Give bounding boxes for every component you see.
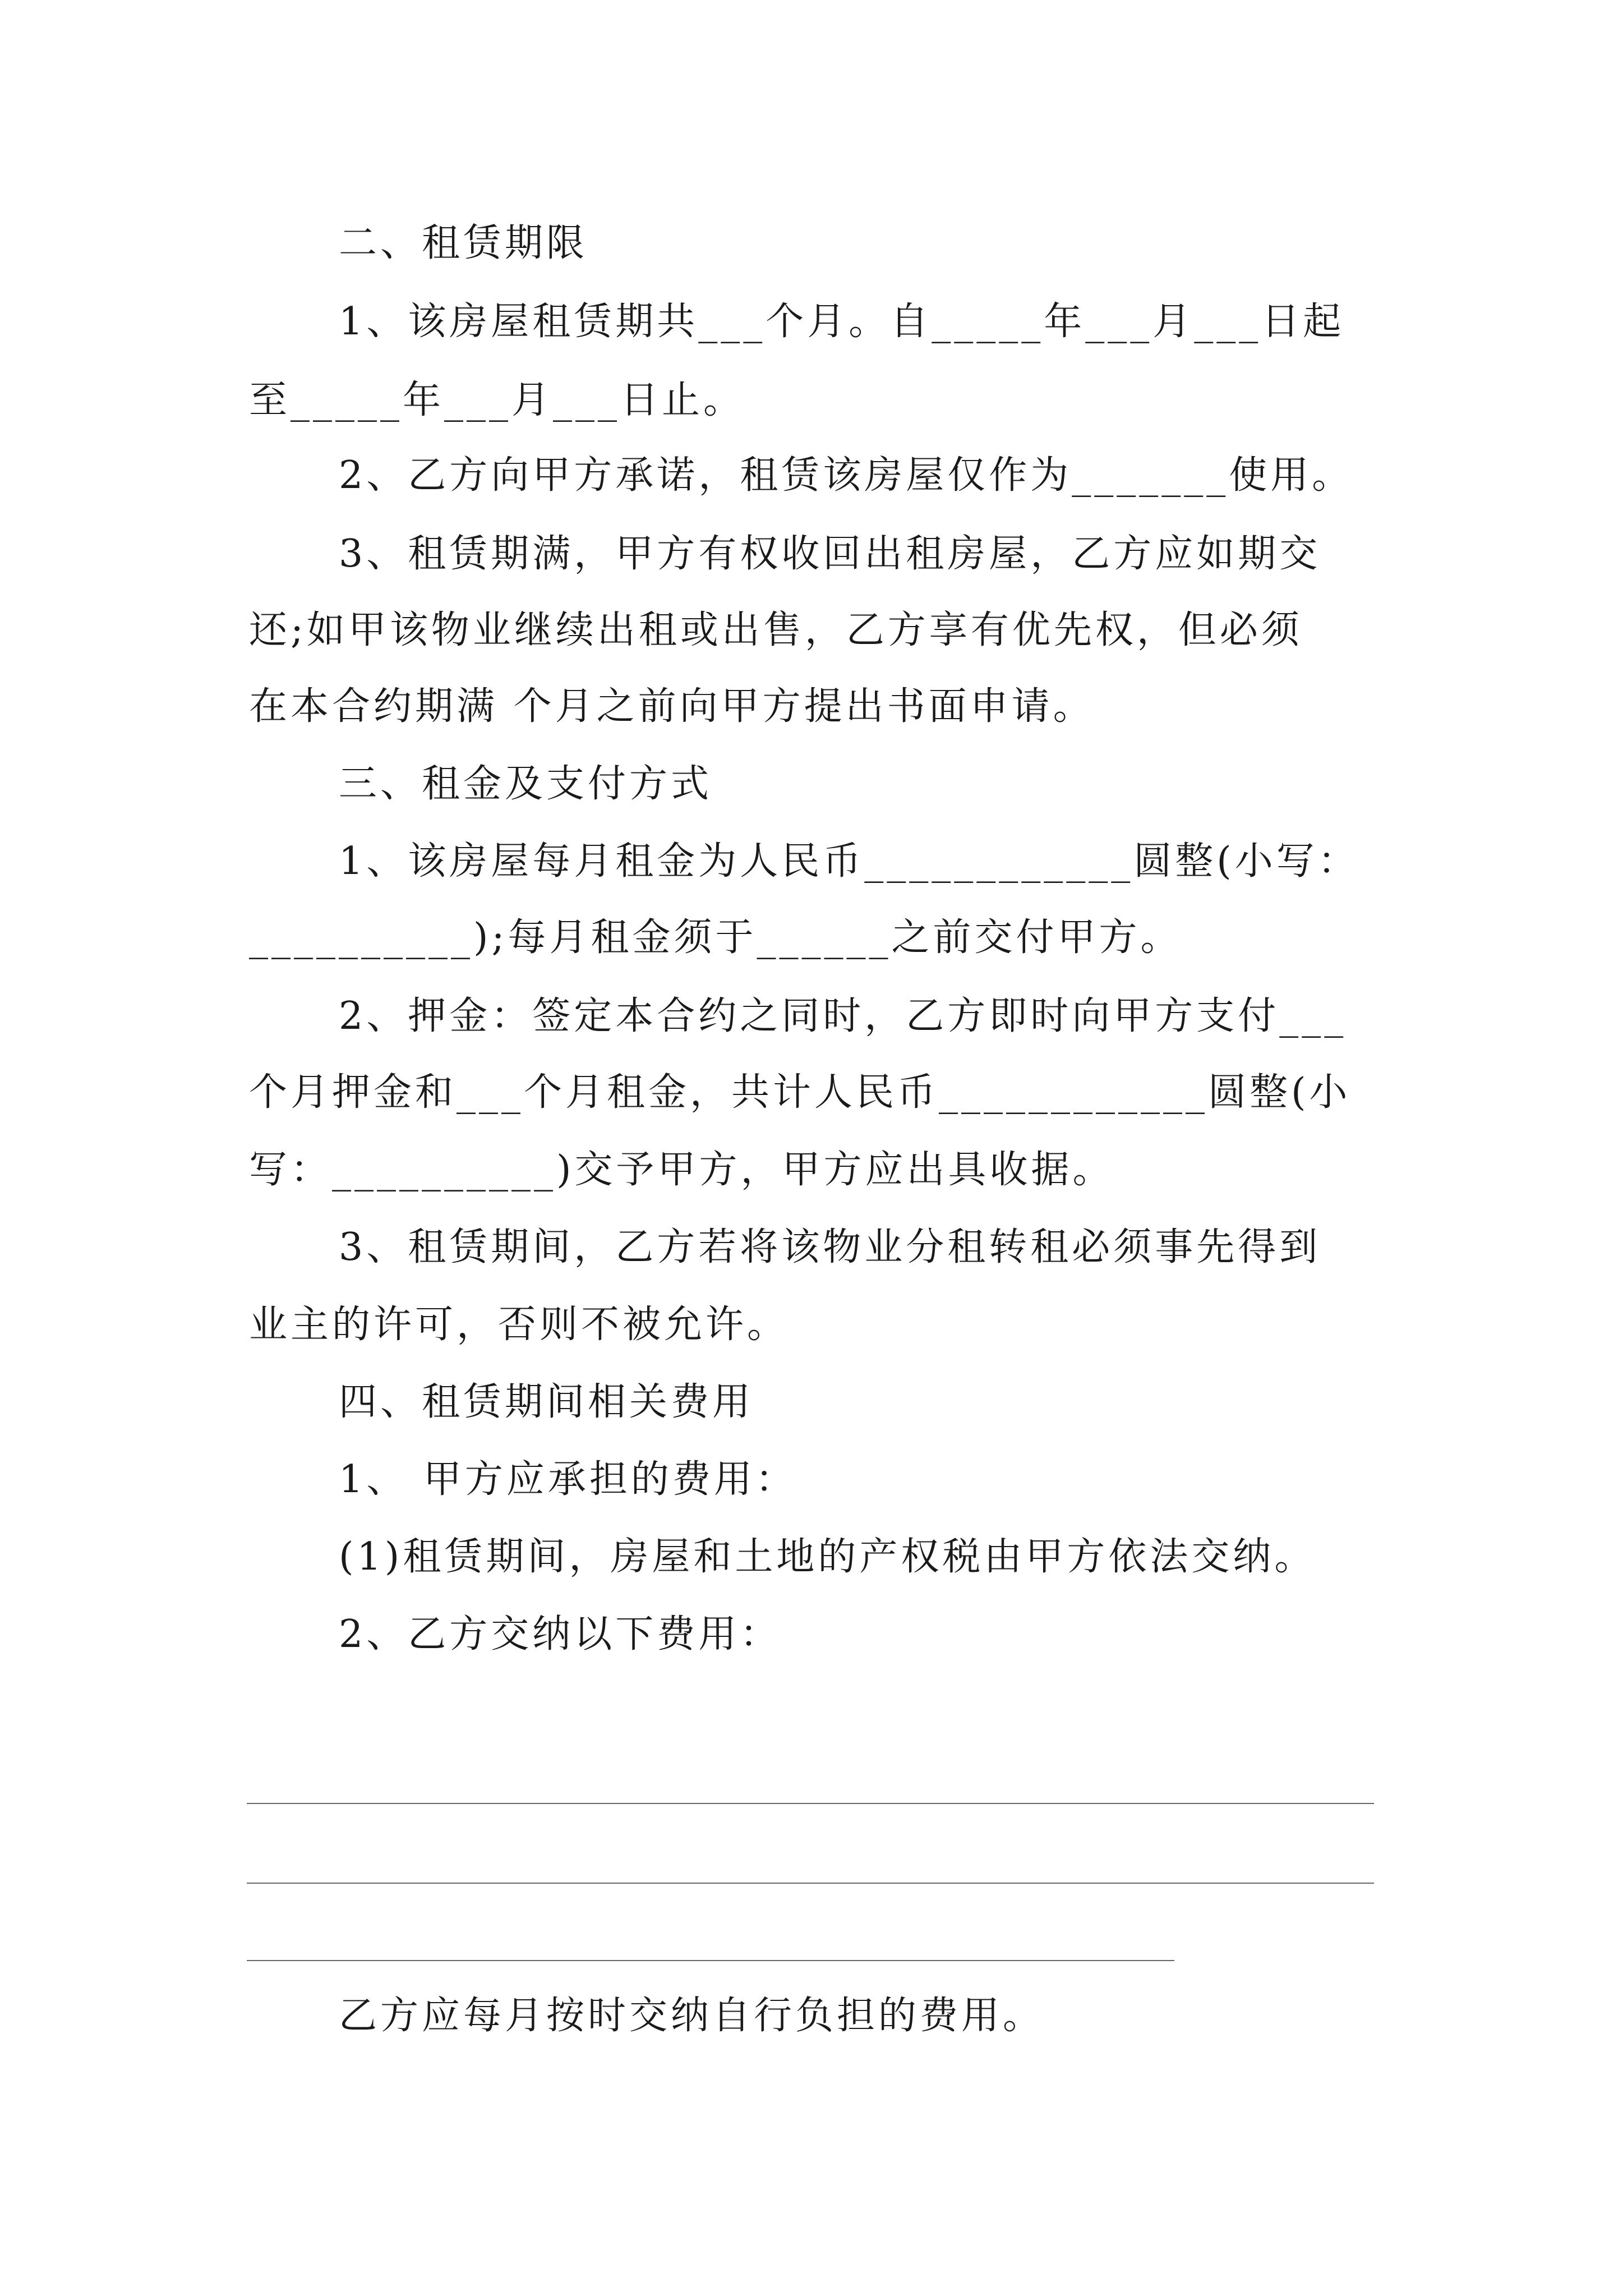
paragraph-line: 业主的许可，否则不被允许。 bbox=[249, 1303, 789, 1347]
blank-fill-line bbox=[247, 1883, 1374, 1884]
section-heading-rent-payment: 三、租金及支付方式 bbox=[339, 762, 713, 806]
paragraph-line: 2、乙方向甲方承诺，租赁该房屋仅作为_______使用。 bbox=[339, 453, 1354, 498]
section-heading-related-fees: 四、租赁期间相关费用 bbox=[339, 1380, 754, 1424]
paragraph-line: 3、租赁期满，甲方有权收回出租房屋，乙方应如期交 bbox=[339, 532, 1321, 576]
paragraph-line: 还;如甲该物业继续出租或出售，乙方享有优先权，但必须 bbox=[249, 608, 1303, 652]
paragraph-line: 3、租赁期间，乙方若将该物业分租转租必须事先得到 bbox=[339, 1225, 1321, 1269]
paragraph-line: (1)租赁期间，房屋和土地的产权税由甲方依法交纳。 bbox=[339, 1535, 1316, 1579]
paragraph-line: 1、该房屋租赁期共___个月。自_____年___月___日起 bbox=[339, 300, 1345, 344]
blank-fill-line bbox=[247, 1960, 1174, 1961]
paragraph-line: 1、 甲方应承担的费用： bbox=[339, 1457, 797, 1502]
paragraph-line: 至_____年___月___日止。 bbox=[249, 378, 745, 422]
paragraph-line: 在本合约期满 个月之前向甲方提出书面申请。 bbox=[249, 684, 1095, 729]
paragraph-line: __________);每月租金须于______之前交付甲方。 bbox=[249, 915, 1182, 960]
section-heading-lease-term: 二、租赁期限 bbox=[339, 221, 588, 265]
paragraph-line: 乙方应每月按时交纳自行负担的费用。 bbox=[339, 1994, 1045, 2038]
paragraph-line: 1、该房屋每月租金为人民币____________圆整(小写： bbox=[339, 839, 1359, 884]
paragraph-line: 2、乙方交纳以下费用： bbox=[339, 1612, 782, 1657]
blank-fill-line bbox=[247, 1803, 1374, 1804]
paragraph-line: 个月押金和___个月租金，共计人民币____________圆整(小 bbox=[249, 1070, 1351, 1115]
paragraph-line: 2、押金：签定本合约之同时，乙方即时向甲方支付___ bbox=[339, 994, 1347, 1038]
paragraph-line: 写：__________)交予甲方，甲方应出具收据。 bbox=[249, 1148, 1114, 1192]
